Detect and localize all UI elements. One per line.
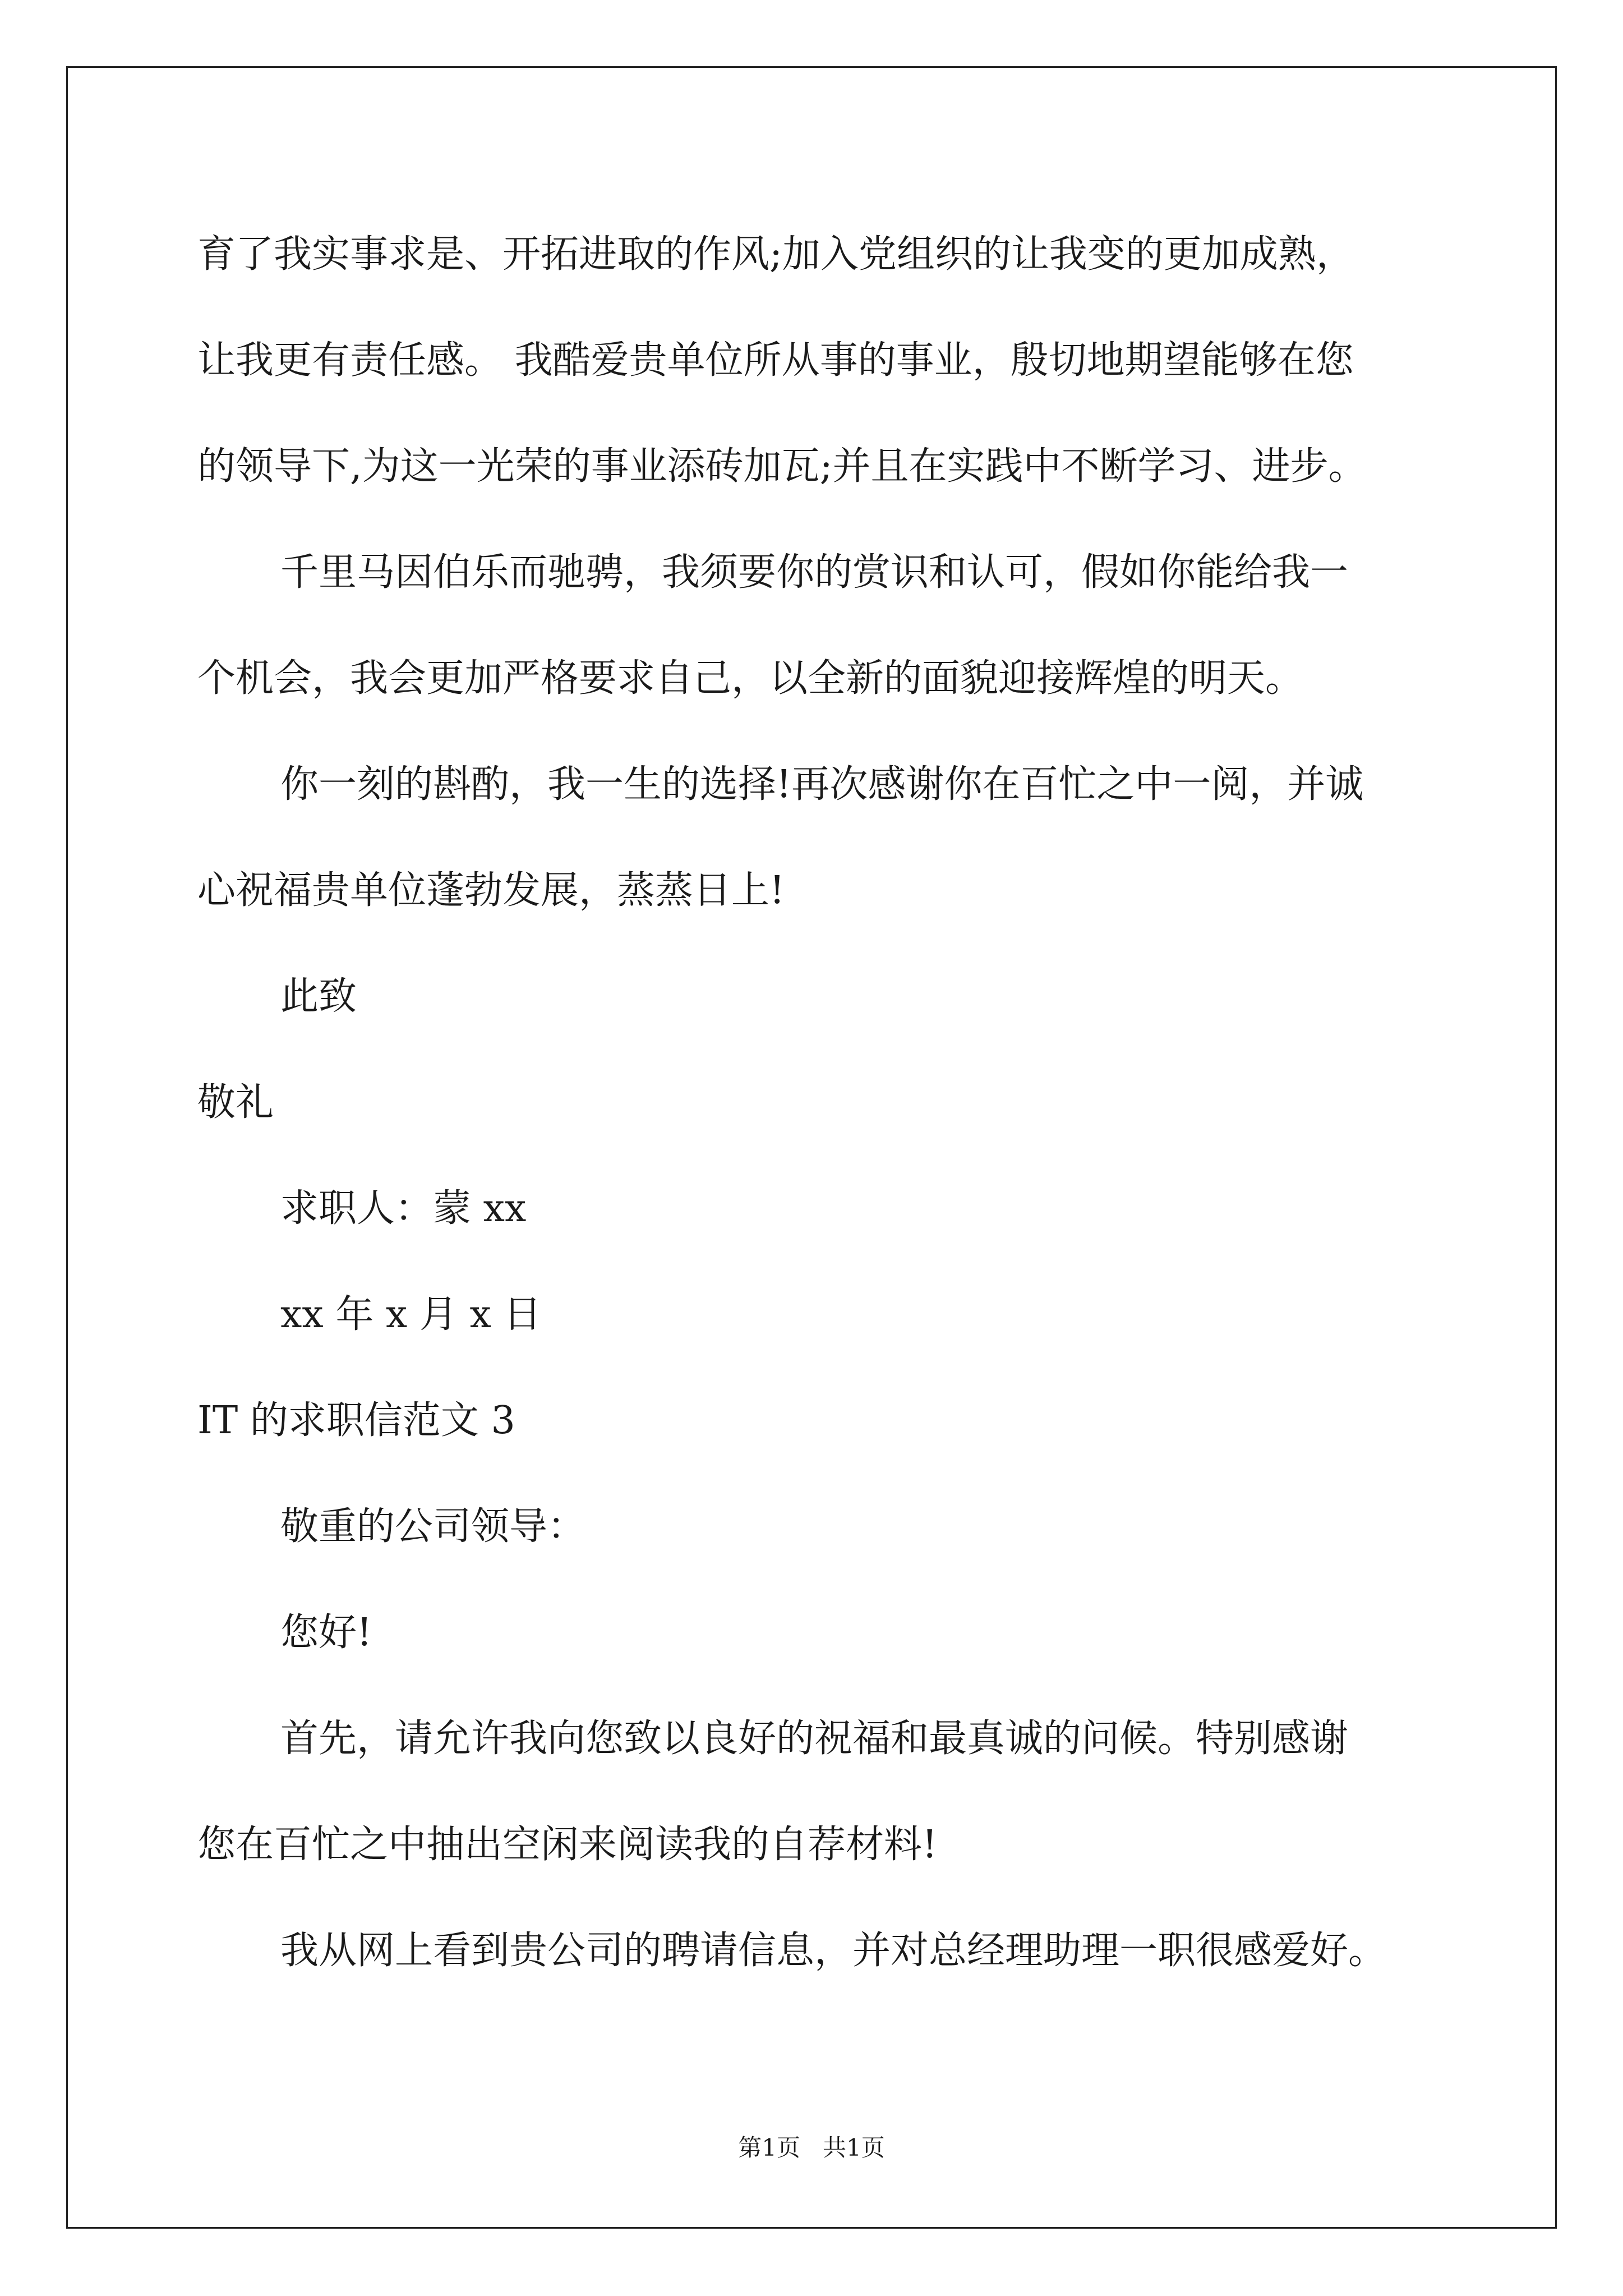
paragraph-start: 我从网上看到贵公司的聘请信息，并对总经理助理一职很感爱好。 [280, 1929, 1387, 1973]
signature-date: xx 年 x 月 x 日 [280, 1292, 542, 1337]
salutation: 敬礼 [197, 1080, 274, 1125]
paragraph-start: 千里马因伯乐而驰骋，我须要你的赏识和认可，假如你能给我一 [280, 550, 1349, 595]
paragraph-start: 首先，请允许我向您致以良好的祝福和最真诚的问候。特别感谢 [280, 1717, 1349, 1761]
signature-name: 求职人：蒙 xx [280, 1186, 527, 1231]
text-line: 个机会，我会更加严格要求自己，以全新的面貌迎接辉煌的明天。 [197, 656, 1304, 701]
section-title: IT 的求职信范文 3 [197, 1398, 515, 1443]
text-line: 让我更有责任感。 我酷爱贵单位所从事的事业，殷切地期望能够在您 [197, 338, 1354, 383]
page-border [66, 66, 1557, 2229]
text-line: 您在百忙之中抽出空闲来阅读我的自荐材料! [197, 1823, 938, 1867]
text-line: 育了我实事求是、开拓进取的作风;加入党组织的让我变的更加成熟， [197, 232, 1354, 277]
paragraph-start: 你一刻的斟酌，我一生的选择!再次感谢你在百忙之中一阅，并诚 [280, 762, 1364, 807]
page-number-footer: 第1页 共1页 [738, 2134, 885, 2161]
text-line: 心祝福贵单位蓬勃发展，蒸蒸日上! [197, 868, 785, 913]
greeting-hello: 您好! [280, 1611, 372, 1655]
closing-phrase: 此致 [280, 974, 357, 1019]
greeting: 敬重的公司领导： [280, 1504, 586, 1549]
text-line: 的领导下,为这一光荣的事业添砖加瓦;并且在实践中不断学习、进步。 [197, 444, 1367, 489]
